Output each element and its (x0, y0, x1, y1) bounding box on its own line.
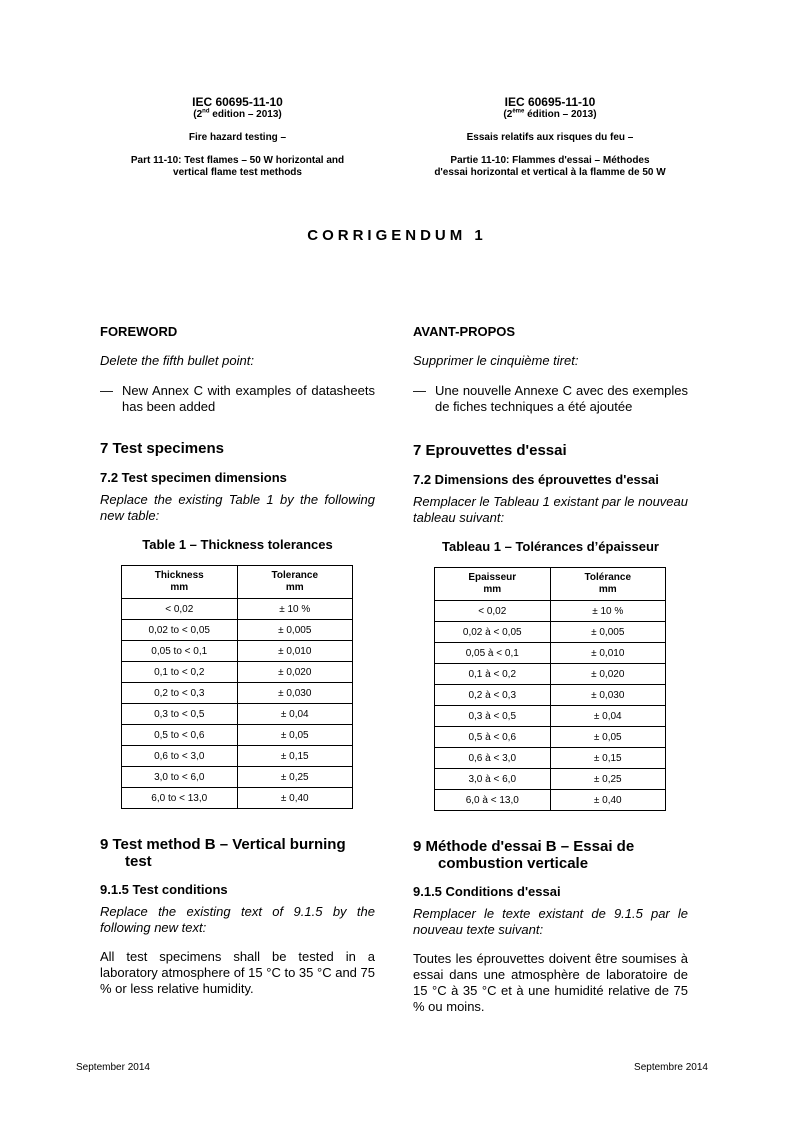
delete-instruction-en: Delete the fifth bullet point: (100, 353, 254, 368)
thickness-table-fr (434, 567, 666, 811)
table-row (435, 622, 666, 643)
bullet-item-fr (413, 383, 688, 415)
standard-code-en: IEC 60695-11-10 (192, 95, 283, 109)
replace-table-instruction-en: Replace the existing Table 1 by the following new table: (100, 492, 375, 523)
table-row (122, 599, 353, 620)
table-cell: ± 0,04 (550, 706, 666, 727)
section-9-heading-en (100, 836, 375, 870)
table-row (435, 643, 666, 664)
bullet-text-fr: Une nouvelle Annexe C avec des exemples de fiches techniques a été ajoutée (435, 383, 688, 414)
column-header-tolerance: Tolerance mm (237, 566, 353, 599)
table-cell: ± 0,005 (550, 622, 666, 643)
table-cell: ± 0,15 (237, 746, 353, 767)
section-7-heading-en: 7 Test specimens (100, 440, 224, 457)
section-9-1-5-heading-fr: 9.1.5 Conditions d'essai (413, 884, 561, 899)
foreword-heading-en: FOREWORD (100, 324, 178, 339)
standard-code-fr: IEC 60695-11-10 (504, 95, 596, 109)
header-en (100, 95, 375, 179)
section-9-1-5-heading-en: 9.1.5 Test conditions (100, 882, 228, 897)
table-cell: ± 0,25 (550, 769, 666, 790)
table-header-row (122, 566, 353, 599)
section-9-heading-line2-en: test (125, 853, 152, 870)
delete-instruction-fr: Supprimer le cinquième tiret: (413, 353, 579, 368)
table-row (122, 641, 353, 662)
table-row (122, 662, 353, 683)
footer-date-en: September 2014 (76, 1062, 150, 1073)
table-cell: 6,0 to < 13,0 (122, 788, 238, 809)
footer-date-fr: Septembre 2014 (634, 1062, 708, 1073)
table-cell: 0,3 à < 0,5 (435, 706, 551, 727)
table-cell: ± 0,005 (237, 620, 353, 641)
table-cell: ± 0,40 (237, 788, 353, 809)
table-row (122, 767, 353, 788)
table-row (122, 746, 353, 767)
column-header-tolerance: Tolérance mm (550, 568, 666, 601)
section-7-2-heading-fr: 7.2 Dimensions des éprouvettes d'essai (413, 472, 659, 487)
corrigendum-title: CORRIGENDUM 1 (307, 227, 487, 244)
table-cell: 0,2 to < 0,3 (122, 683, 238, 704)
header-fr (405, 95, 695, 179)
table-cell: < 0,02 (435, 601, 551, 622)
table-cell: 0,6 à < 3,0 (435, 748, 551, 769)
section-7-2-heading-en: 7.2 Test specimen dimensions (100, 470, 287, 485)
table-cell: ± 0,04 (237, 704, 353, 725)
section-9-heading-line1-fr: 9 Méthode d'essai B – Essai de (413, 838, 635, 855)
table-caption-fr: Tableau 1 – Tolérances d’épaisseur (441, 539, 659, 554)
table-cell: 3,0 à < 6,0 (435, 769, 551, 790)
table-row (435, 664, 666, 685)
part-title-fr-2: d'essai horizontal et vertical à la flamme de 50 W (434, 167, 666, 178)
column-header-epaisseur: Epaisseur mm (435, 568, 551, 601)
table-cell: ± 10 % (237, 599, 353, 620)
replace-text-instruction-fr: Remplacer le texte existant de 9.1.5 par le nouveau texte suivant: (413, 906, 688, 937)
doc-title-en: Fire hazard testing – (188, 132, 287, 143)
table-cell: ± 0,010 (237, 641, 353, 662)
table-row (435, 601, 666, 622)
section-9-heading-line1-en: 9 Test method B – Vertical burning (100, 836, 346, 853)
part-title-fr-1: Partie 11-10: Flammes d'essai – Méthodes (450, 155, 650, 166)
table-cell: ± 10 % (550, 601, 666, 622)
table-cell: ± 0,030 (237, 683, 353, 704)
table-cell: ± 0,05 (550, 727, 666, 748)
section-9-heading-fr (413, 838, 688, 872)
section-7-heading-fr: 7 Eprouvettes d'essai (413, 442, 567, 459)
edition-fr: (2ème édition – 2013) (503, 108, 597, 120)
table-row (122, 704, 353, 725)
column-header-thickness: Thickness mm (122, 566, 238, 599)
table-row (435, 769, 666, 790)
table-cell: 0,02 à < 0,05 (435, 622, 551, 643)
table-cell: ± 0,40 (550, 790, 666, 811)
table-header-row (435, 568, 666, 601)
table-cell: ± 0,25 (237, 767, 353, 788)
new-text-paragraph-fr: Toutes les éprouvettes doivent être soumises à essai dans une atmosphère de laboratoire de 15 °C à 35 °C et à une humidité relative de 75 % ou moins. (413, 951, 688, 1014)
table-cell: ± 0,010 (550, 643, 666, 664)
table-cell: < 0,02 (122, 599, 238, 620)
table-cell: ± 0,15 (550, 748, 666, 769)
table-row (122, 683, 353, 704)
table-caption-en: Table 1 – Thickness tolerances (142, 537, 333, 552)
bullet-item-en (100, 383, 375, 415)
table-row (122, 725, 353, 746)
table-cell: 0,5 à < 0,6 (435, 727, 551, 748)
table-cell: 0,1 to < 0,2 (122, 662, 238, 683)
table-cell: 0,05 to < 0,1 (122, 641, 238, 662)
doc-title-fr: Essais relatifs aux risques du feu – (466, 132, 634, 143)
dash-bullet-fr: — (413, 383, 426, 398)
table-row (435, 748, 666, 769)
foreword-heading-fr: AVANT-PROPOS (413, 324, 516, 339)
table-cell: 0,6 to < 3,0 (122, 746, 238, 767)
table-cell: 0,02 to < 0,05 (122, 620, 238, 641)
new-text-paragraph-en: All test specimens shall be tested in a laboratory atmosphere of 15 °C to 35 °C and 75 % or less relative humidity. (100, 949, 375, 996)
table-cell: ± 0,030 (550, 685, 666, 706)
table-row (435, 727, 666, 748)
table-cell: ± 0,020 (237, 662, 353, 683)
table-cell: ± 0,05 (237, 725, 353, 746)
table-cell: 0,1 à < 0,2 (435, 664, 551, 685)
table-cell: 0,05 à < 0,1 (435, 643, 551, 664)
part-title-en-1: Part 11-10: Test flames – 50 W horizontal and (130, 155, 345, 166)
table-cell: ± 0,020 (550, 664, 666, 685)
replace-text-instruction-en: Replace the existing text of 9.1.5 by the following new text: (100, 904, 375, 935)
thickness-table-en (121, 565, 353, 809)
table-row (435, 685, 666, 706)
table-row (122, 620, 353, 641)
table-row (435, 790, 666, 811)
bullet-text-en: New Annex C with examples of datasheets has been added (122, 383, 375, 414)
dash-bullet-en: — (100, 383, 113, 398)
part-title-en-2: vertical flame test methods (173, 167, 302, 178)
section-9-heading-line2-fr: combustion verticale (438, 855, 589, 872)
table-cell: 3,0 to < 6,0 (122, 767, 238, 788)
table-cell: 0,3 to < 0,5 (122, 704, 238, 725)
table-row (122, 788, 353, 809)
table-cell: 0,2 à < 0,3 (435, 685, 551, 706)
table-cell: 6,0 à < 13,0 (435, 790, 551, 811)
table-cell: 0,5 to < 0,6 (122, 725, 238, 746)
table-row (435, 706, 666, 727)
replace-table-instruction-fr: Remplacer le Tableau 1 existant par le nouveau tableau suivant: (413, 494, 688, 525)
edition-en: (2nd edition – 2013) (193, 108, 282, 120)
